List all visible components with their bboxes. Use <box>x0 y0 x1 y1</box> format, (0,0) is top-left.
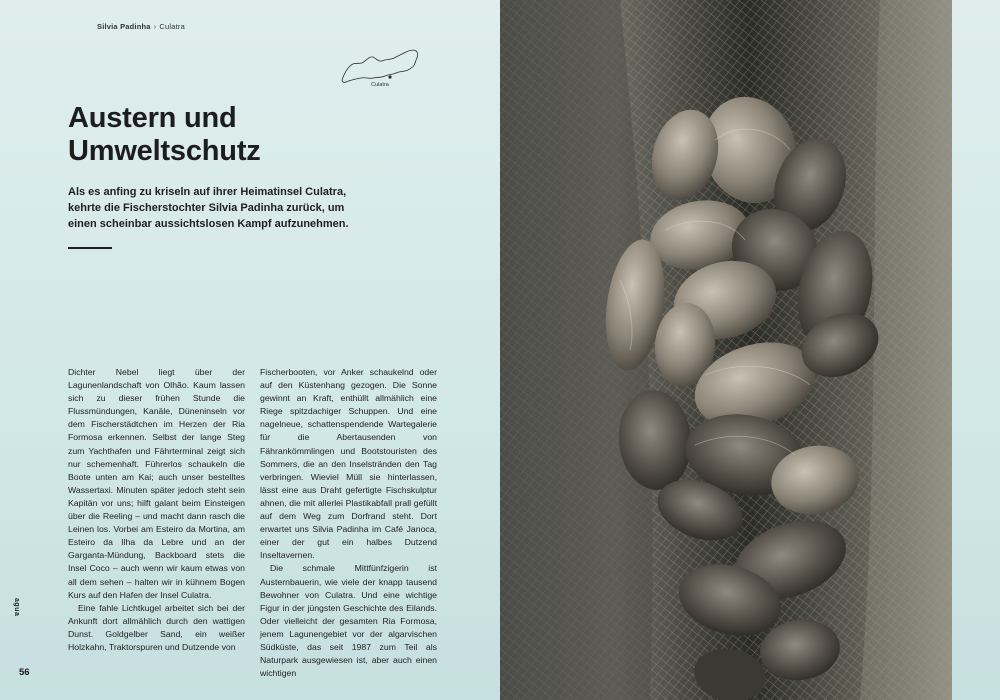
island-map-label: Culatra <box>371 82 389 88</box>
oyster-photo <box>500 0 952 700</box>
running-head-author: Silvia Padinha <box>97 22 151 31</box>
island-map-pin-icon <box>388 75 391 78</box>
body-column-1 <box>68 366 245 654</box>
body-paragraph: Eine fahle Lichtkugel arbeitet sich bei der Ankunft dort allmählich durch den wattigen Dunst. Goldgelber Sand, ein weißer Holzkahn, Traktorspuren und Dutzende von <box>68 602 245 652</box>
article-title: Austern und Umweltschutz <box>68 102 261 167</box>
lede-text-after: zurück, um einen scheinbar aussichtslosen Kampf aufzunehmen. <box>68 202 349 230</box>
lede-divider <box>68 247 112 249</box>
right-margin <box>952 0 1000 700</box>
running-head-separator: › <box>153 22 157 31</box>
oyster-net-image <box>500 0 952 700</box>
section-tag: agua <box>13 598 20 617</box>
running-head-place: Culatra <box>159 22 185 31</box>
body-column-2 <box>260 366 437 680</box>
body-paragraph-continued: Fischerbooten, vor Anker schaukelnd oder auf den Küstenhang gezogen. Die Sonne gewinnt an Kraft, enthüllt allmählich eine Riege spitzdachiger Schuppen. Und eine nagelneue, schattenspendende Wartegalerie für die Abertausenden von Fährankömmlingen und Bootstouristen des Sommers, die an den Inselstränden den Tag verbringen. Wieviel Müll sie hinterlassen, lässt eine aus Draht gefertigte Fischskulptur ahnen, die mit allerlei Plastikabfall prall gefüllt auf dem Weg zum Dorfrand steht. Dort erwartet uns Silvia Padinha im Café Janoca, einer der gut ein halbes Dutzend Inseltavernen. <box>260 367 437 561</box>
body-paragraph: Die schmale Mittfünfzigerin ist Austernbauerin, wie viele der knapp tausend Bewohner von Culatra. Und eine wichtige Figur in der jüngsten Geschichte des Eilands. Oder vielleicht der gesamten Ria Formosa, jenem Lagunengebiet vor der algarvischen Südküste, das seit 1987 zum Teil als Naturpark ausgewiesen ist, aber auch einen wichtigen <box>260 563 437 679</box>
body-paragraph: Dichter Nebel liegt über der Lagunenlandschaft von Olhão. Kaum lassen sich zu dieser frühen Stunde die Flussmündungen, Kanäle, Düneninseln vor dem Fischerstädtchen im Herzen der Ria Formosa erkennen. Selbst der lange Steg zum Yachthafen und Fährterminal zeigt sich nur schemenhaft. Führerlos schaukeln die Boote unten am Kai; auch unser bestelltes Wassertaxi. Minuten später jedoch steht sein Kapitän vor uns; hilft galant beim Einsteigen über die Reeling – und macht dann rasch die Leinen los. Vorbei am Esteiro da Mortina, am Esteiro da Ilha da Lebre und an der Garganta-Mündung, Backboard stets die Insel Coco – auch wenn wir kaum etwas von all dem sehen – halten wir in kühnem Bogen Kurs auf den Hafen der Insel Culatra. <box>68 367 245 600</box>
lede-text-before: Als es anfing zu kriseln auf ihrer Heimatinsel Culatra, kehrte die Fischerstochter <box>68 186 347 214</box>
page-number: 56 <box>19 667 30 678</box>
running-head <box>97 22 185 31</box>
lede-name: Silvia Padinha <box>208 202 284 214</box>
article-lede <box>68 184 368 232</box>
